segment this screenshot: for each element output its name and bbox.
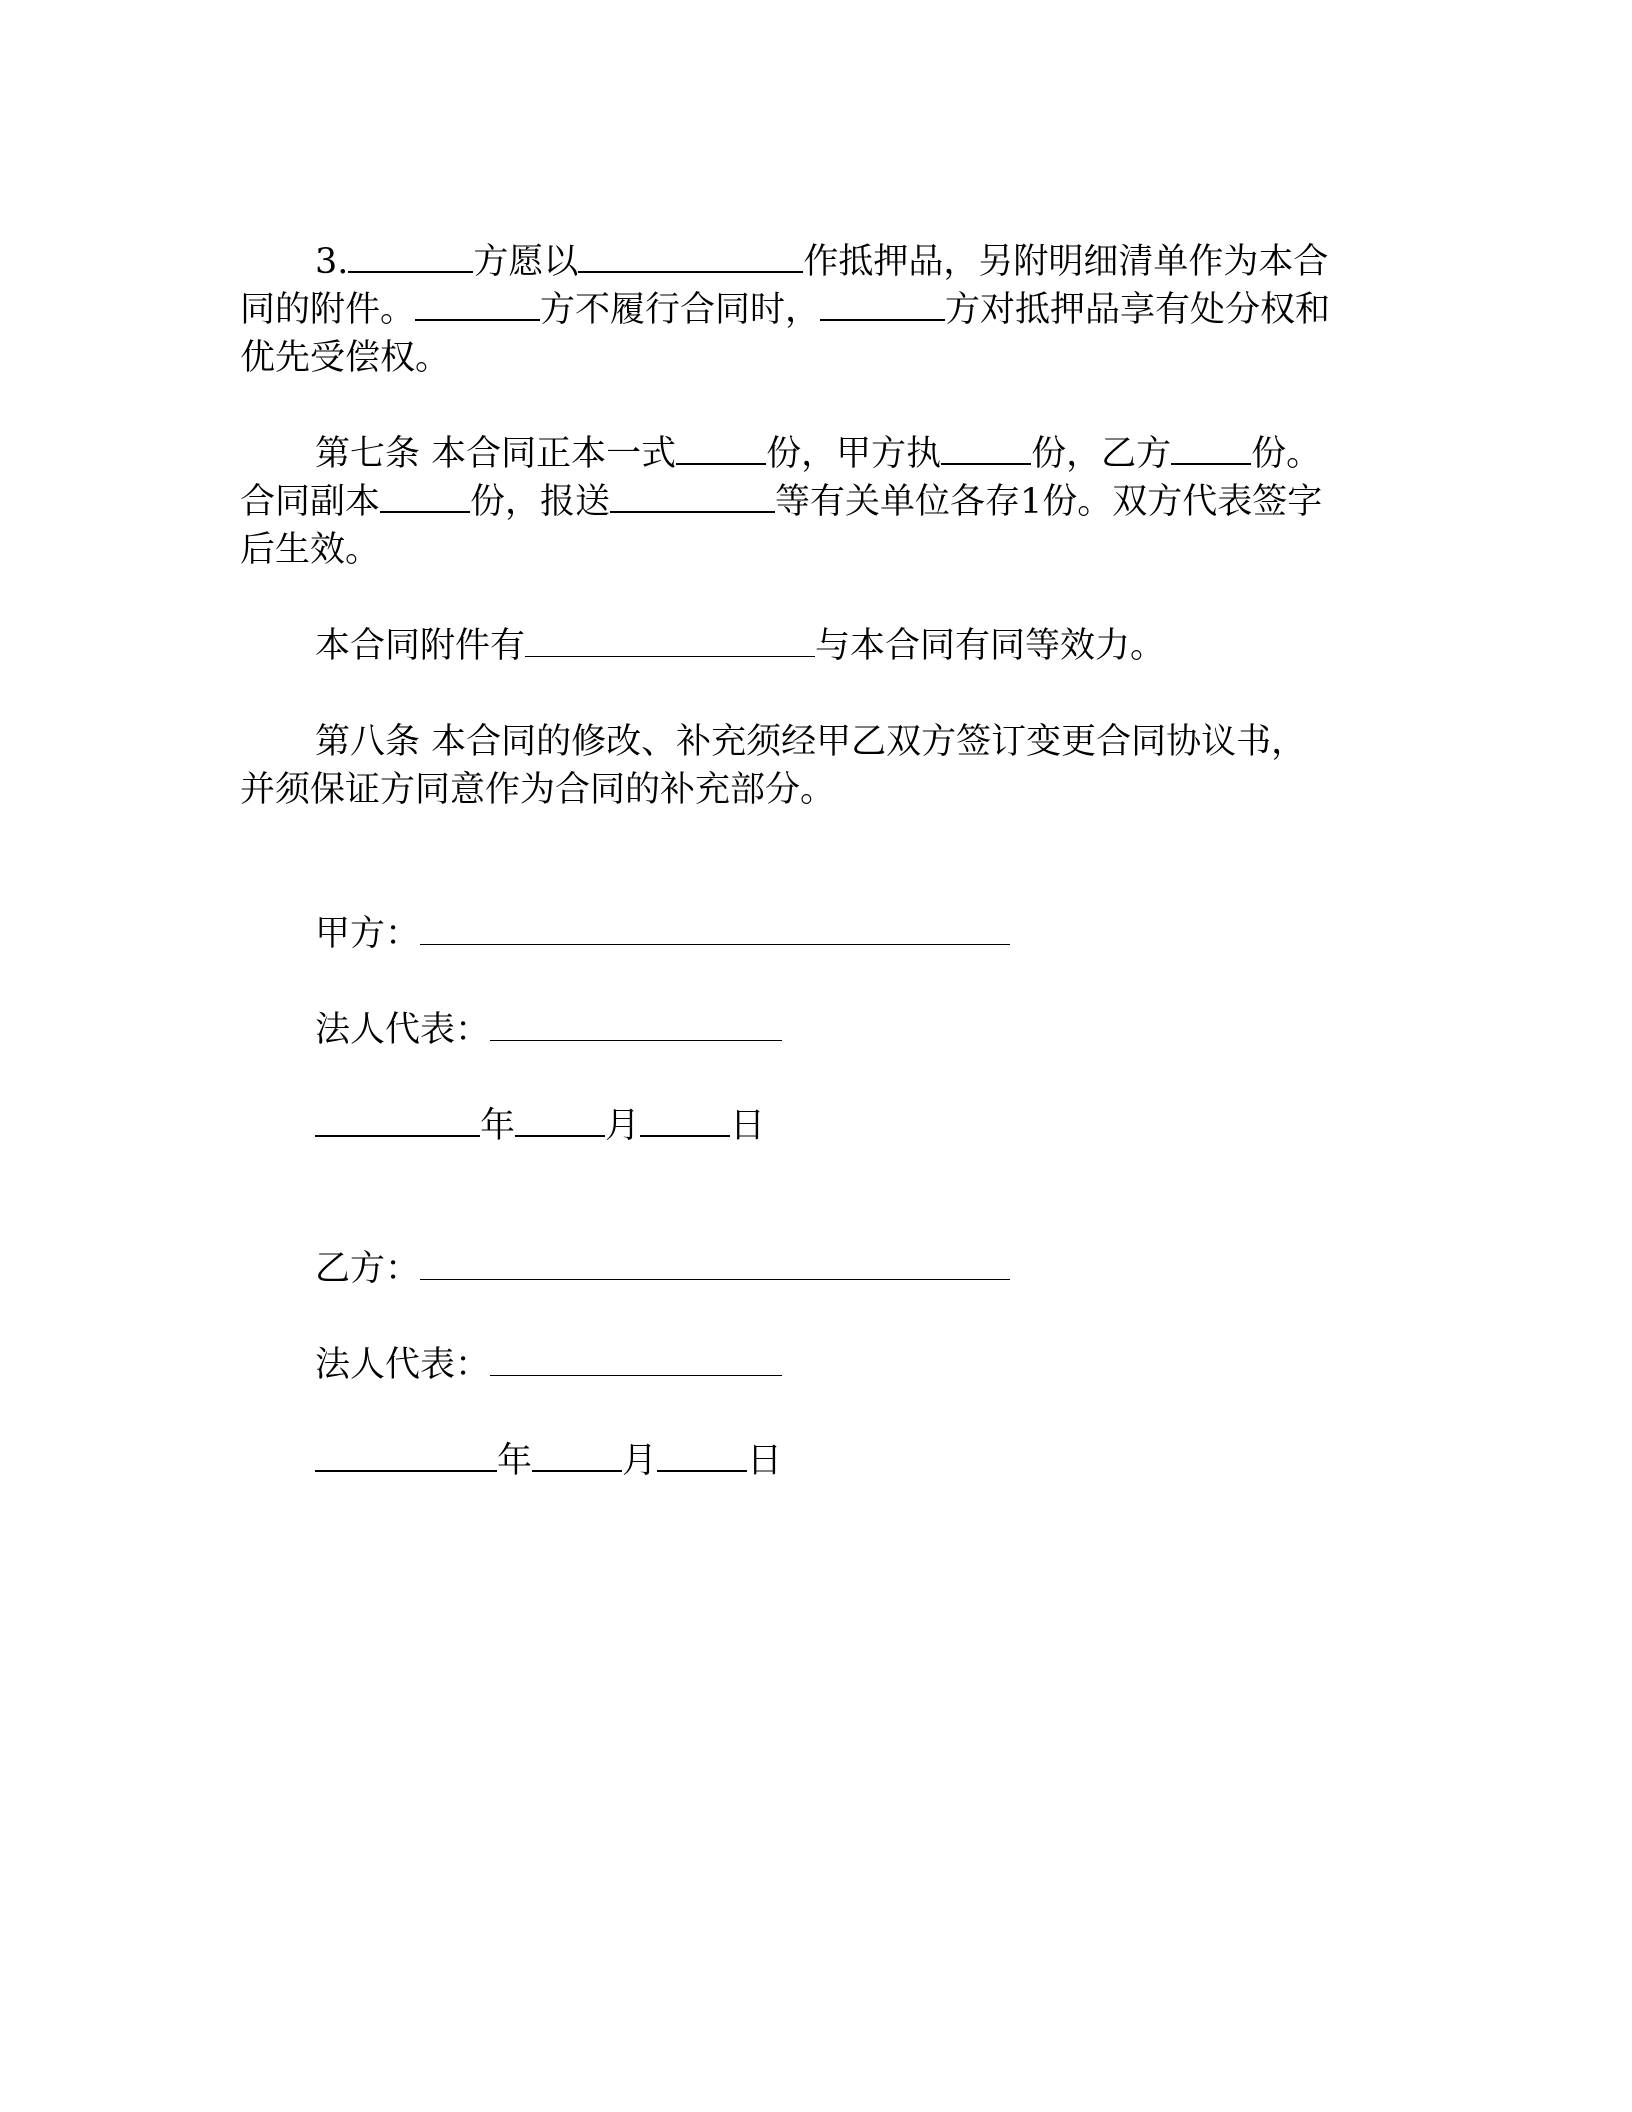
party-b-name-field[interactable] — [420, 1249, 1010, 1280]
party-a-name-field[interactable] — [420, 914, 1010, 945]
blank-duplicate-copies[interactable] — [380, 481, 470, 513]
party-a-month-field[interactable] — [515, 1105, 605, 1137]
blank-entitled-party[interactable] — [820, 289, 945, 321]
party-b-date-line: 年 月 日 — [315, 1437, 782, 1485]
attachment-paragraph: 本合同附件有 与本合同有同等效力。 — [315, 626, 1166, 666]
party-a-rep-line: 法人代表： — [315, 1006, 782, 1054]
party-a-year-field[interactable] — [315, 1105, 480, 1137]
party-b-rep-field[interactable] — [490, 1345, 782, 1376]
blank-original-copies[interactable] — [676, 433, 766, 465]
party-b-rep-line: 法人代表： — [315, 1341, 782, 1389]
blank-attachments[interactable] — [525, 626, 815, 657]
party-a-name-line: 甲方： — [315, 910, 1010, 958]
blank-party-b-copies[interactable] — [1171, 433, 1251, 465]
blank-defaulting-party[interactable] — [415, 289, 540, 321]
party-a-date-line: 年 月 日 — [315, 1102, 765, 1150]
clause-3-number: 3. — [315, 242, 349, 282]
party-a-day-field[interactable] — [640, 1105, 730, 1137]
clause-3: 3. 方愿以 作抵押品，另附明细清单作为本合 同的附件。 方不履行合同时， 方对抵押品享有处分权和 优先受偿权。 — [240, 242, 1331, 378]
party-b-name-line: 乙方： — [315, 1245, 1010, 1293]
blank-submit-to[interactable] — [610, 481, 775, 513]
party-b-month-field[interactable] — [532, 1440, 622, 1472]
party-a-rep-field[interactable] — [490, 1010, 782, 1041]
blank-party[interactable] — [348, 241, 473, 273]
article-8: 第八条 本合同的修改、补充须经甲乙双方签订变更合同协议书， 并须保证方同意作为合同的补充部分。 — [240, 722, 1307, 810]
blank-party-a-copies[interactable] — [941, 433, 1031, 465]
article-7: 第七条 本合同正本一式 份，甲方执 份，乙方 份。 合同副本 份，报送 等有关单位各存1份。双方代表签字 后生效。 — [240, 434, 1323, 570]
blank-collateral[interactable] — [578, 241, 803, 273]
party-b-day-field[interactable] — [657, 1440, 747, 1472]
party-b-year-field[interactable] — [315, 1440, 497, 1472]
